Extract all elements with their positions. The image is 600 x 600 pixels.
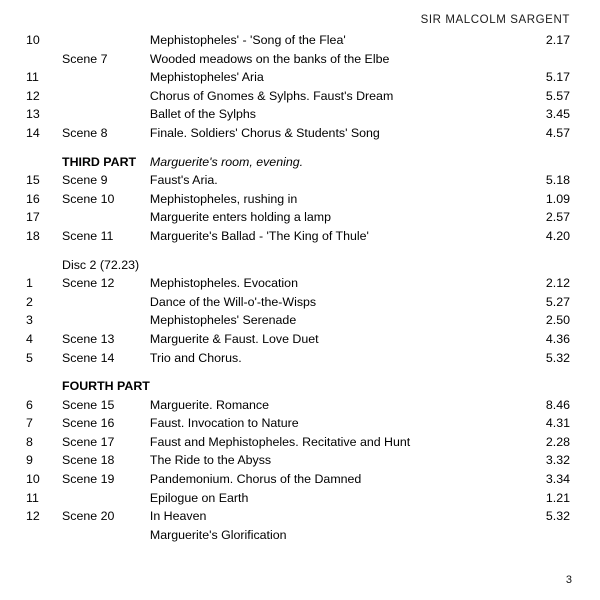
- track-number: 18: [26, 228, 40, 243]
- track-title: Marguerite. Romance: [149, 397, 270, 412]
- track-number: 12: [26, 88, 40, 103]
- track-title: Pandemonium. Chorus of the Damned: [149, 472, 362, 487]
- track-title: The Ride to the Abyss: [149, 453, 272, 468]
- track-number: 15: [26, 173, 40, 188]
- track-row: [26, 333, 572, 352]
- track-number: 5: [26, 350, 33, 365]
- track-title: Faust. Invocation to Nature: [149, 416, 299, 431]
- track-listing-table: [26, 34, 572, 547]
- track-title: Mephistopheles. Evocation: [149, 276, 298, 291]
- track-row: [26, 399, 572, 418]
- scene-label: [62, 314, 150, 333]
- track-row: [26, 34, 572, 53]
- track-number: 2: [26, 294, 33, 309]
- track-title: Faust's Aria.: [149, 173, 218, 188]
- track-number: [26, 259, 62, 278]
- track-number: 16: [26, 191, 40, 206]
- disc-label-row: [26, 259, 572, 278]
- track-duration: [514, 529, 572, 548]
- track-row: [26, 277, 572, 296]
- track-row: [26, 492, 572, 511]
- track-number: 10: [26, 33, 40, 47]
- track-title: Mephistopheles' Aria: [149, 70, 264, 85]
- scene-label: Scene 9: [62, 173, 108, 188]
- part-subtitle: Marguerite's room, evening.: [149, 154, 304, 169]
- track-duration: 4.57: [545, 125, 570, 140]
- track-duration: 4.31: [545, 416, 570, 431]
- track-number: 8: [26, 434, 33, 449]
- track-duration: 2.17: [545, 33, 570, 47]
- scene-label: Scene 16: [62, 416, 115, 431]
- track-number: 4: [26, 331, 33, 346]
- track-number: 14: [26, 125, 40, 140]
- track-title: Epilogue on Earth: [149, 490, 249, 505]
- scene-label: Scene 14: [62, 350, 115, 365]
- track-duration: 5.18: [545, 173, 570, 188]
- track-number: 10: [26, 472, 40, 487]
- track-row: [26, 454, 572, 473]
- track-row: [26, 127, 572, 146]
- scene-label: Scene 13: [62, 331, 115, 346]
- track-duration: 3.34: [545, 472, 570, 487]
- track-duration: 5.27: [545, 294, 570, 309]
- scene-label: Scene 18: [62, 453, 115, 468]
- track-duration: [514, 259, 572, 278]
- track-duration: 5.32: [545, 509, 570, 524]
- track-duration: [514, 156, 572, 175]
- track-row: [26, 510, 572, 529]
- scene-label: [62, 211, 150, 230]
- track-number: 11: [26, 490, 39, 505]
- page-header: SIR MALCOLM SARGENT: [420, 14, 570, 26]
- track-duration: [514, 53, 572, 72]
- track-row: [26, 174, 572, 193]
- track-title: [150, 259, 514, 278]
- track-row: [26, 436, 572, 455]
- track-row: [26, 314, 572, 333]
- track-title: Marguerite's Glorification: [149, 527, 287, 542]
- track-duration: 2.28: [545, 434, 570, 449]
- track-row: [26, 53, 572, 72]
- track-row: [26, 211, 572, 230]
- track-row: [26, 230, 572, 249]
- track-title: Marguerite enters holding a lamp: [149, 210, 332, 225]
- track-title: Mephistopheles' Serenade: [149, 313, 297, 328]
- track-duration: 4.36: [545, 331, 570, 346]
- track-duration: 8.46: [545, 397, 570, 412]
- track-number: 1: [26, 276, 33, 291]
- track-row: [26, 473, 572, 492]
- disc-label: Disc 2 (72.23): [62, 257, 140, 272]
- track-row: [26, 529, 572, 548]
- track-number: 12: [26, 509, 40, 524]
- track-title: Ballet of the Sylphs: [149, 107, 256, 122]
- track-title: In Heaven: [149, 509, 207, 524]
- track-duration: 1.09: [545, 191, 570, 206]
- track-duration: 2.12: [545, 276, 570, 291]
- track-duration: 4.20: [545, 228, 570, 243]
- track-duration: [514, 380, 572, 399]
- part-heading-row: [26, 156, 572, 175]
- track-duration: 3.32: [545, 453, 570, 468]
- scene-label: Scene 17: [62, 434, 115, 449]
- scene-label: Scene 12: [62, 276, 115, 291]
- track-number: [26, 380, 62, 399]
- part-heading-row: [26, 380, 572, 399]
- track-number: [26, 156, 62, 175]
- track-title: Mephistopheles, rushing in: [149, 191, 298, 206]
- scene-label: [62, 296, 150, 315]
- track-number: 6: [26, 397, 33, 412]
- page-number: 3: [565, 574, 572, 586]
- track-title: Marguerite & Faust. Love Duet: [149, 331, 319, 346]
- track-number: 3: [26, 313, 33, 328]
- track-duration: 3.45: [545, 107, 570, 122]
- track-duration: 5.57: [545, 88, 570, 103]
- track-duration: 2.50: [545, 313, 570, 328]
- track-title: Finale. Soldiers' Chorus & Students' Song: [149, 125, 380, 140]
- track-row: [26, 193, 572, 212]
- part-subtitle: [150, 380, 514, 399]
- track-number: 9: [26, 453, 33, 468]
- track-row: [26, 296, 572, 315]
- track-duration: 2.57: [545, 210, 570, 225]
- track-title: Faust and Mephistopheles. Recitative and Hunt: [149, 434, 411, 449]
- track-number: [26, 529, 62, 548]
- track-listing-body: [26, 34, 572, 547]
- track-number: 13: [26, 107, 40, 122]
- track-duration: 5.17: [545, 70, 570, 85]
- scene-label: Scene 10: [62, 191, 115, 206]
- track-title: Chorus of Gnomes & Sylphs. Faust's Dream: [149, 88, 394, 103]
- scene-label: Scene 15: [62, 397, 115, 412]
- part-title: THIRD PART: [62, 154, 137, 169]
- scene-label: [62, 529, 150, 548]
- scene-label: [62, 34, 150, 53]
- track-row: [26, 108, 572, 127]
- track-duration: 1.21: [545, 490, 570, 505]
- scene-label: [62, 492, 150, 511]
- track-title: Marguerite's Ballad - 'The King of Thule': [149, 228, 369, 243]
- scene-label: Scene 11: [62, 228, 114, 243]
- scene-label: Scene 19: [62, 472, 115, 487]
- track-number: 7: [26, 416, 33, 431]
- scene-label: [62, 90, 150, 109]
- track-title: Mephistopheles' - 'Song of the Flea': [149, 33, 346, 47]
- track-title: Trio and Chorus.: [149, 350, 242, 365]
- scene-label: [62, 108, 150, 127]
- track-row: [26, 417, 572, 436]
- scene-label: [62, 71, 150, 90]
- track-row: [26, 352, 572, 371]
- track-number: 17: [26, 210, 40, 225]
- track-number: 11: [26, 70, 39, 85]
- track-duration: 5.32: [545, 350, 570, 365]
- scene-label: Scene 20: [62, 509, 115, 524]
- track-row: [26, 90, 572, 109]
- part-title: FOURTH PART: [62, 379, 150, 394]
- scene-label: Scene 8: [62, 125, 108, 140]
- track-row: [26, 71, 572, 90]
- track-title: Wooded meadows on the banks of the Elbe: [149, 51, 390, 66]
- scene-label: Scene 7: [62, 51, 108, 66]
- track-number: [26, 53, 62, 72]
- track-title: Dance of the Will-o'-the-Wisps: [149, 294, 317, 309]
